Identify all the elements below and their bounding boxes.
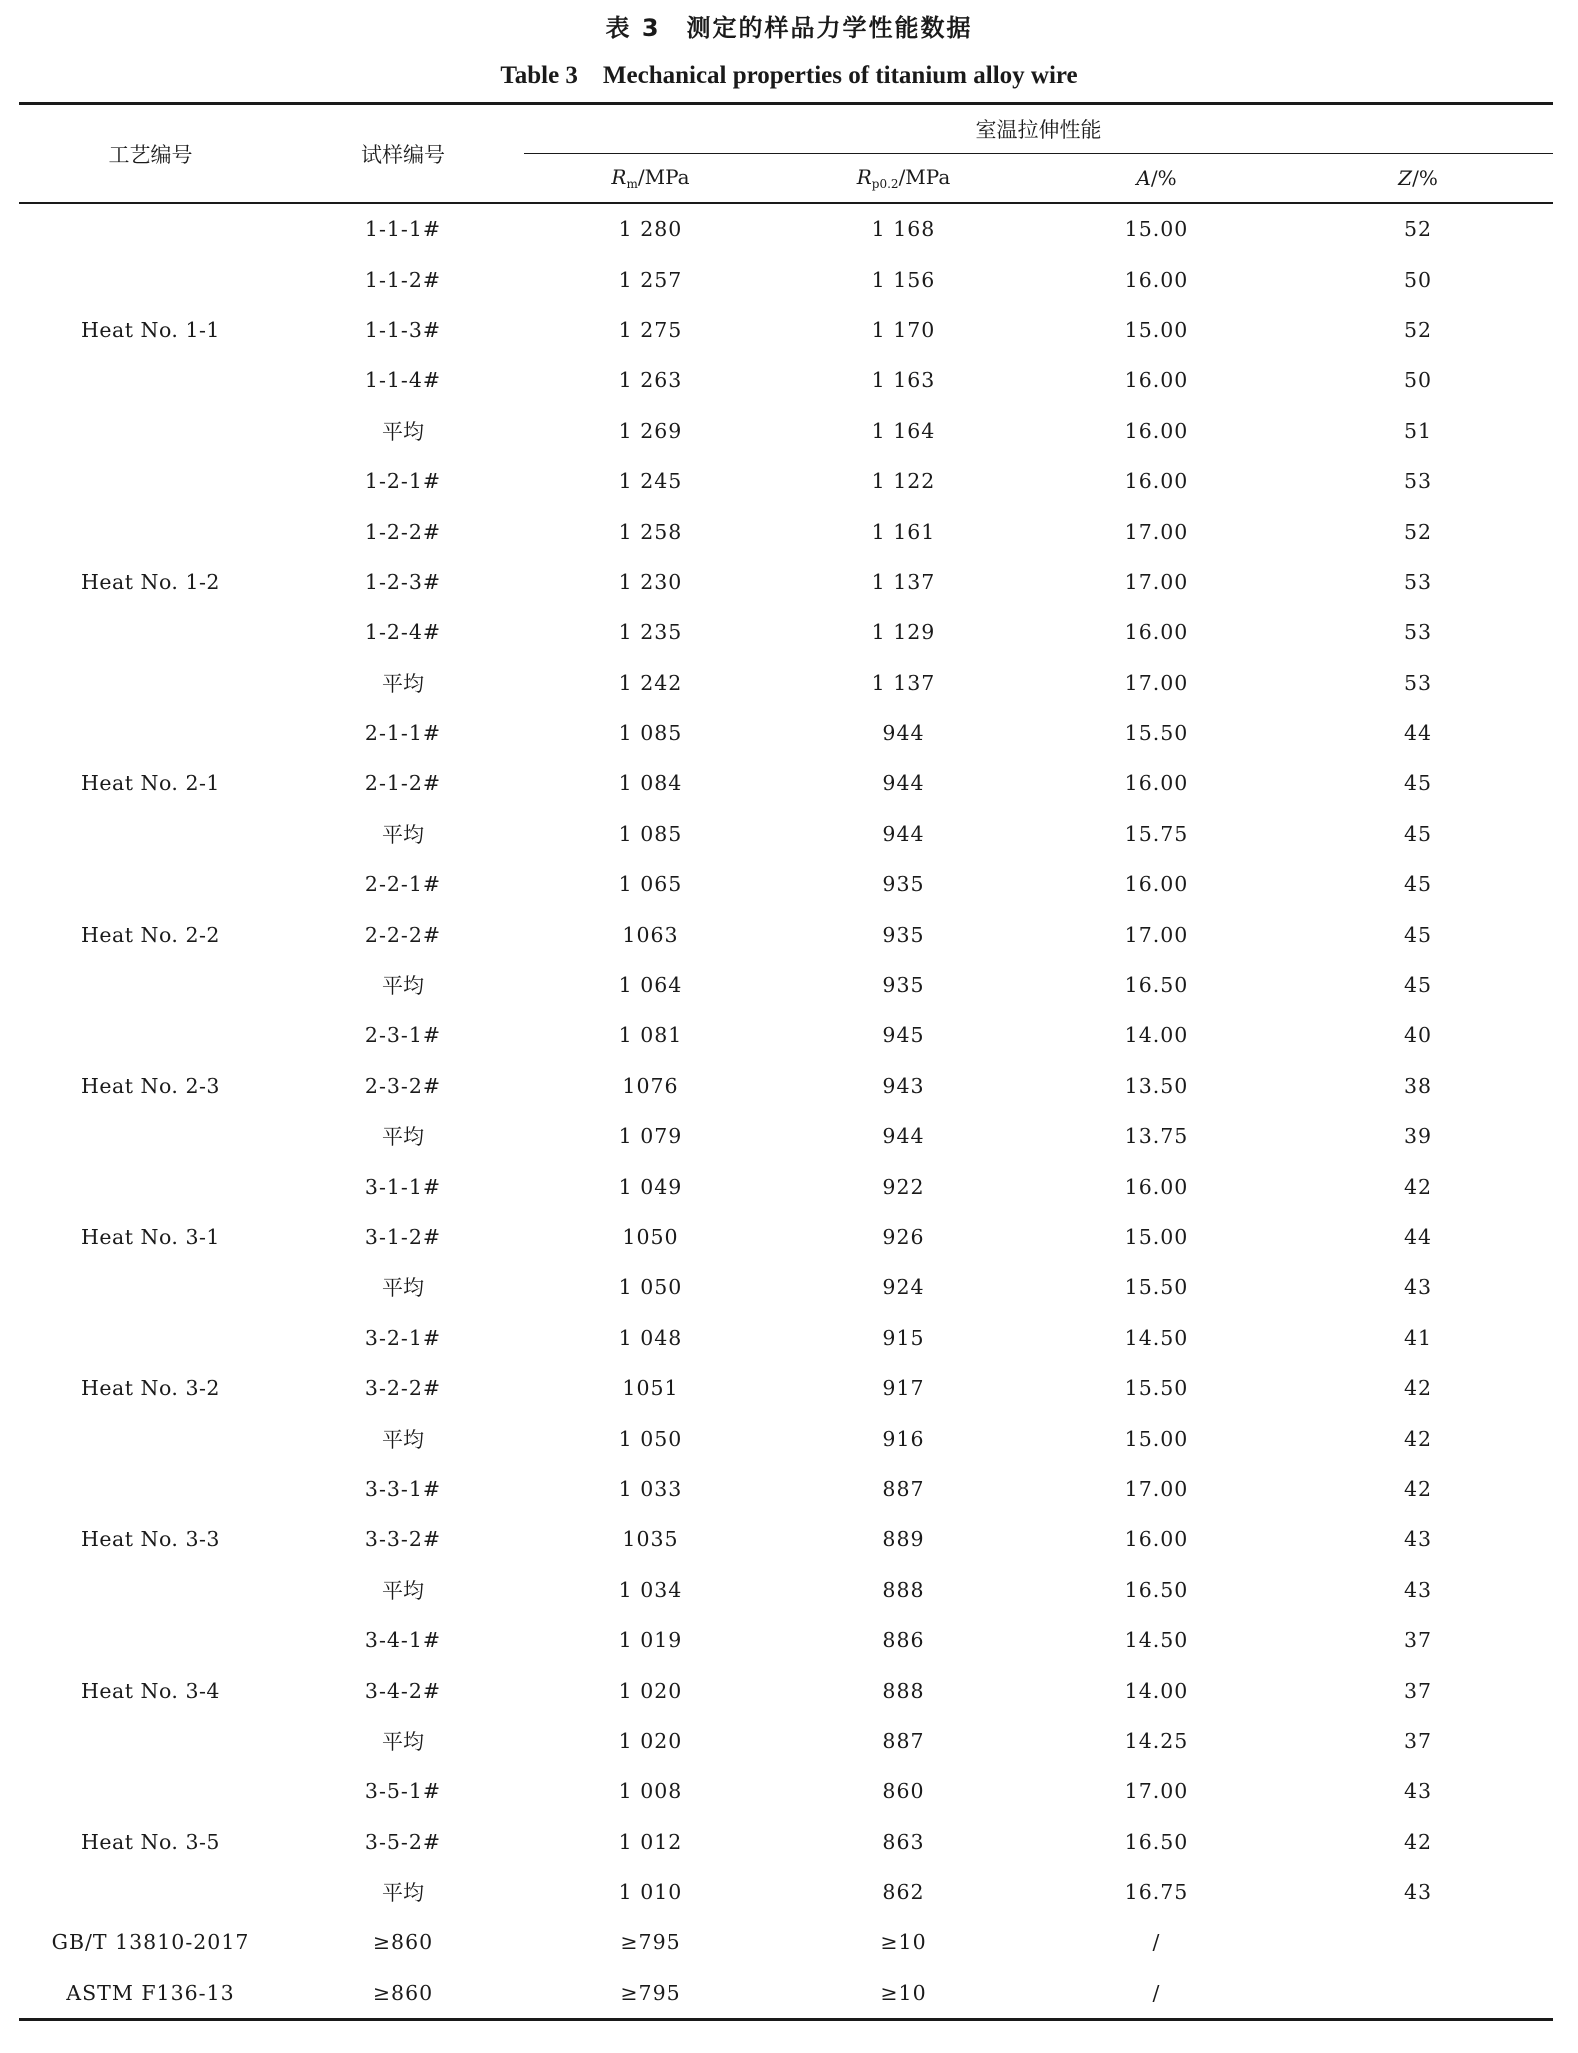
standard-value: ≥10 xyxy=(880,1930,927,1955)
sample-id: 平均 xyxy=(382,1578,424,1603)
table-row xyxy=(19,859,1553,909)
rm-value: 1076 xyxy=(622,1073,679,1098)
table-row xyxy=(19,708,1553,758)
table-row xyxy=(19,203,1553,254)
rm-value: 1 010 xyxy=(618,1880,683,1905)
rp02-value: 1 170 xyxy=(871,317,936,342)
reduction-value: 45 xyxy=(1403,872,1433,897)
rm-value: 1 269 xyxy=(618,418,683,443)
elongation-value: 13.50 xyxy=(1124,1073,1189,1098)
reduction-value: 53 xyxy=(1403,670,1433,695)
rm-value: 1 230 xyxy=(618,569,683,594)
rm-value: 1 084 xyxy=(618,771,683,796)
reduction-value: 37 xyxy=(1403,1678,1433,1703)
rp02-value: 888 xyxy=(882,1577,925,1602)
sample-id: 3-3-1# xyxy=(364,1476,442,1501)
header-tensile-properties: 室温拉伸性能 xyxy=(524,104,1553,154)
rm-value: 1050 xyxy=(622,1225,679,1249)
table-row xyxy=(19,1010,1553,1060)
rm-value: 1 081 xyxy=(618,1023,683,1048)
rp02-value: 1 161 xyxy=(871,519,936,544)
rp02-value: 1 137 xyxy=(871,670,936,695)
rp02-value: 860 xyxy=(882,1779,925,1804)
mechanical-properties-table xyxy=(19,102,1553,2021)
rp02-value: 945 xyxy=(882,1023,925,1048)
rp02-value: 1 168 xyxy=(871,217,936,242)
elongation-value: 15.50 xyxy=(1124,1275,1189,1300)
table-row xyxy=(19,1464,1553,1514)
sample-id: 1-2-1# xyxy=(364,469,442,494)
rp02-value: 917 xyxy=(882,1376,925,1401)
elongation-value: 16.50 xyxy=(1124,1577,1189,1602)
reduction-value: 45 xyxy=(1403,973,1433,998)
header-rp02: $R_{p0.2}$/MPa xyxy=(856,165,951,191)
heat-number: Heat No. 3-3 xyxy=(81,1527,220,1552)
reduction-value: 51 xyxy=(1403,418,1433,443)
sample-id: 平均 xyxy=(382,671,424,696)
rm-value: 1 033 xyxy=(618,1476,683,1501)
elongation-value: 16.00 xyxy=(1124,469,1189,494)
header-process-no: 工艺编号 xyxy=(108,142,193,167)
elongation-value: 17.00 xyxy=(1124,569,1189,594)
elongation-value: 15.75 xyxy=(1124,821,1189,846)
sample-id: 3-4-1# xyxy=(364,1628,442,1653)
elongation-value: 14.00 xyxy=(1124,1023,1189,1048)
sample-id: 平均 xyxy=(382,1276,424,1301)
reduction-value: 43 xyxy=(1403,1527,1433,1552)
rp02-value: 935 xyxy=(882,922,925,947)
sample-id: 2-2-2# xyxy=(364,922,442,947)
rp02-value: 1 156 xyxy=(871,267,936,292)
standard-value: / xyxy=(1152,1930,1161,1955)
empty-cell xyxy=(1283,1917,1553,1967)
rp02-value: 935 xyxy=(882,872,925,897)
header-reduction-of-area: Z/% xyxy=(1398,166,1438,190)
sample-id: 1-2-2# xyxy=(364,519,442,544)
rp02-value: 944 xyxy=(882,1124,925,1149)
standard-name: ASTM F136-13 xyxy=(66,1980,235,2005)
reduction-value: 42 xyxy=(1403,1376,1433,1401)
rp02-value: 916 xyxy=(882,1426,925,1451)
sample-id: 平均 xyxy=(382,419,424,444)
standard-row xyxy=(19,1917,1553,1967)
sample-id: 3-1-2# xyxy=(364,1225,442,1249)
reduction-value: 43 xyxy=(1403,1275,1433,1300)
reduction-value: 53 xyxy=(1403,469,1433,494)
elongation-value: 17.00 xyxy=(1124,519,1189,544)
elongation-value: 16.00 xyxy=(1124,1174,1189,1199)
heat-number: Heat No. 3-2 xyxy=(81,1376,220,1401)
elongation-value: 17.00 xyxy=(1124,670,1189,695)
sample-id: 1-1-2# xyxy=(364,267,442,292)
reduction-value: 39 xyxy=(1403,1124,1433,1149)
sample-id: 平均 xyxy=(382,822,424,847)
reduction-value: 43 xyxy=(1403,1577,1433,1602)
sample-id: 1-1-3# xyxy=(364,317,442,342)
table-body xyxy=(19,203,1553,2020)
rm-value: 1 085 xyxy=(618,721,683,746)
rp02-value: 924 xyxy=(882,1275,925,1300)
elongation-value: 16.50 xyxy=(1124,1829,1189,1854)
reduction-value: 45 xyxy=(1403,771,1433,796)
sample-id: 2-3-1# xyxy=(364,1023,442,1048)
rp02-value: 1 137 xyxy=(871,569,936,594)
rm-value: 1 012 xyxy=(618,1829,683,1854)
reduction-value: 50 xyxy=(1403,267,1433,292)
rm-value: 1 048 xyxy=(618,1325,683,1350)
rp02-value: 888 xyxy=(882,1678,925,1703)
sample-id: 平均 xyxy=(382,1881,424,1906)
elongation-value: 14.50 xyxy=(1124,1628,1189,1653)
rm-value: 1063 xyxy=(622,922,679,947)
elongation-value: 16.75 xyxy=(1124,1880,1189,1905)
sample-id: 平均 xyxy=(382,1427,424,1452)
reduction-value: 42 xyxy=(1403,1174,1433,1199)
rm-value: 1 085 xyxy=(618,821,683,846)
reduction-value: 52 xyxy=(1403,217,1433,242)
sample-id: 3-5-1# xyxy=(364,1779,442,1804)
reduction-value: 45 xyxy=(1403,821,1433,846)
reduction-value: 37 xyxy=(1403,1728,1433,1753)
standard-value: ≥860 xyxy=(372,1930,434,1955)
rm-value: 1 275 xyxy=(618,317,683,342)
rp02-value: 943 xyxy=(882,1073,925,1098)
reduction-value: 42 xyxy=(1403,1476,1433,1501)
table-row xyxy=(19,456,1553,506)
elongation-value: 15.00 xyxy=(1124,217,1189,242)
reduction-value: 53 xyxy=(1403,620,1433,645)
rp02-value: 915 xyxy=(882,1325,925,1350)
elongation-value: 17.00 xyxy=(1124,1779,1189,1804)
reduction-value: 37 xyxy=(1403,1628,1433,1653)
heat-number: Heat No. 2-2 xyxy=(81,922,220,947)
elongation-value: 16.00 xyxy=(1124,267,1189,292)
rp02-value: 944 xyxy=(882,721,925,746)
elongation-value: 15.00 xyxy=(1124,1426,1189,1451)
rp02-value: 887 xyxy=(882,1728,925,1753)
rp02-value: 926 xyxy=(882,1225,925,1249)
elongation-value: 16.00 xyxy=(1124,620,1189,645)
standard-value: ≥795 xyxy=(620,1930,681,1955)
elongation-value: 13.75 xyxy=(1124,1124,1189,1149)
rp02-value: 1 129 xyxy=(871,620,936,645)
rm-value: 1 050 xyxy=(618,1275,683,1300)
header-rm: $R_m$/MPa xyxy=(611,165,690,191)
sample-id: 3-4-2# xyxy=(364,1678,442,1703)
rp02-value: 944 xyxy=(882,771,925,796)
elongation-value: 16.00 xyxy=(1124,418,1189,443)
elongation-value: 16.00 xyxy=(1124,1527,1189,1552)
sample-id: 2-1-2# xyxy=(364,771,442,796)
heat-number: Heat No. 2-1 xyxy=(81,771,220,796)
elongation-value: 17.00 xyxy=(1124,922,1189,947)
table-row xyxy=(19,1615,1553,1665)
sample-id: 2-3-2# xyxy=(364,1073,442,1098)
sample-id: 平均 xyxy=(382,974,424,999)
rm-value: 1 235 xyxy=(618,620,683,645)
rm-value: 1 242 xyxy=(618,670,683,695)
rm-value: 1 020 xyxy=(618,1728,683,1753)
sample-id: 2-2-1# xyxy=(364,872,442,897)
elongation-value: 14.25 xyxy=(1124,1728,1189,1753)
rp02-value: 863 xyxy=(882,1829,925,1854)
rm-value: 1 257 xyxy=(618,267,683,292)
elongation-value: 15.50 xyxy=(1124,1376,1189,1401)
sample-id: 2-1-1# xyxy=(364,721,442,746)
rm-value: 1 258 xyxy=(618,519,683,544)
rm-value: 1 049 xyxy=(618,1174,683,1199)
rp02-value: 922 xyxy=(882,1174,925,1199)
standard-value: ≥795 xyxy=(620,1980,681,2005)
standard-row xyxy=(19,1968,1553,2020)
rm-value: 1 019 xyxy=(618,1628,683,1653)
sample-id: 3-1-1# xyxy=(364,1174,442,1199)
rm-value: 1 065 xyxy=(618,872,683,897)
header-elongation: A/% xyxy=(1136,166,1177,190)
header-sample-no: 试样编号 xyxy=(361,142,445,167)
rm-value: 1 079 xyxy=(618,1124,683,1149)
elongation-value: 14.50 xyxy=(1124,1325,1189,1350)
reduction-value: 43 xyxy=(1403,1880,1433,1905)
sample-id: 3-2-2# xyxy=(364,1376,442,1401)
table-row xyxy=(19,1313,1553,1363)
reduction-value: 44 xyxy=(1403,1225,1433,1249)
reduction-value: 40 xyxy=(1403,1023,1433,1048)
elongation-value: 15.50 xyxy=(1124,721,1189,746)
heat-number: Heat No. 1-1 xyxy=(81,317,220,342)
table-caption-en: Table 3 Mechanical properties of titanium alloy wire xyxy=(500,62,1078,89)
rp02-value: 887 xyxy=(882,1476,925,1501)
sample-id: 3-3-2# xyxy=(364,1527,442,1552)
heat-number: Heat No. 2-3 xyxy=(81,1073,220,1098)
reduction-value: 42 xyxy=(1403,1829,1433,1854)
rm-value: 1035 xyxy=(622,1527,679,1552)
reduction-value: 43 xyxy=(1403,1779,1433,1804)
rp02-value: 1 163 xyxy=(871,368,936,393)
table-row xyxy=(19,1766,1553,1816)
rp02-value: 1 122 xyxy=(871,469,936,494)
heat-number: Heat No. 3-4 xyxy=(81,1678,220,1703)
elongation-value: 14.00 xyxy=(1124,1678,1189,1703)
reduction-value: 53 xyxy=(1403,569,1433,594)
rm-value: 1 280 xyxy=(618,217,683,242)
reduction-value: 52 xyxy=(1403,317,1433,342)
standard-value: ≥10 xyxy=(880,1980,927,2005)
sample-id: 平均 xyxy=(382,1729,424,1754)
rm-value: 1 064 xyxy=(618,973,683,998)
standard-value: ≥860 xyxy=(372,1980,434,2005)
rp02-value: 862 xyxy=(882,1880,925,1905)
reduction-value: 45 xyxy=(1403,922,1433,947)
rp02-value: 889 xyxy=(882,1527,925,1552)
sample-id: 平均 xyxy=(382,1125,424,1150)
rm-value: 1051 xyxy=(622,1376,679,1401)
elongation-value: 15.00 xyxy=(1124,317,1189,342)
rm-value: 1 245 xyxy=(618,469,683,494)
reduction-value: 50 xyxy=(1403,368,1433,393)
reduction-value: 44 xyxy=(1403,721,1433,746)
rm-value: 1 034 xyxy=(618,1577,683,1602)
reduction-value: 38 xyxy=(1403,1073,1433,1098)
empty-cell xyxy=(1283,1968,1553,2020)
heat-number: Heat No. 1-2 xyxy=(81,569,220,594)
elongation-value: 17.00 xyxy=(1124,1476,1189,1501)
heat-number: Heat No. 3-1 xyxy=(81,1225,220,1249)
rp02-value: 935 xyxy=(882,973,925,998)
sample-id: 1-1-4# xyxy=(364,368,442,393)
table-caption-cn: 表 3 测定的样品力学性能数据 xyxy=(605,14,973,42)
rm-value: 1 020 xyxy=(618,1678,683,1703)
table-row xyxy=(19,1161,1553,1211)
reduction-value: 42 xyxy=(1403,1426,1433,1451)
rp02-value: 944 xyxy=(882,821,925,846)
rp02-value: 886 xyxy=(882,1628,925,1653)
sample-id: 3-5-2# xyxy=(364,1829,442,1854)
reduction-value: 41 xyxy=(1403,1325,1433,1350)
elongation-value: 16.00 xyxy=(1124,771,1189,796)
sample-id: 3-2-1# xyxy=(364,1325,442,1350)
sample-id: 1-2-3# xyxy=(364,569,442,594)
sample-id: 1-2-4# xyxy=(364,620,442,645)
elongation-value: 15.00 xyxy=(1124,1225,1189,1249)
rm-value: 1 050 xyxy=(618,1426,683,1451)
rp02-value: 1 164 xyxy=(871,418,936,443)
elongation-value: 16.00 xyxy=(1124,872,1189,897)
standard-name: GB/T 13810-2017 xyxy=(51,1930,250,1955)
sample-id: 1-1-1# xyxy=(364,217,442,242)
heat-number: Heat No. 3-5 xyxy=(81,1829,220,1854)
rm-value: 1 008 xyxy=(618,1779,683,1804)
rm-value: 1 263 xyxy=(618,368,683,393)
elongation-value: 16.00 xyxy=(1124,368,1189,393)
elongation-value: 16.50 xyxy=(1124,973,1189,998)
standard-value: / xyxy=(1152,1980,1161,2005)
reduction-value: 52 xyxy=(1403,519,1433,544)
